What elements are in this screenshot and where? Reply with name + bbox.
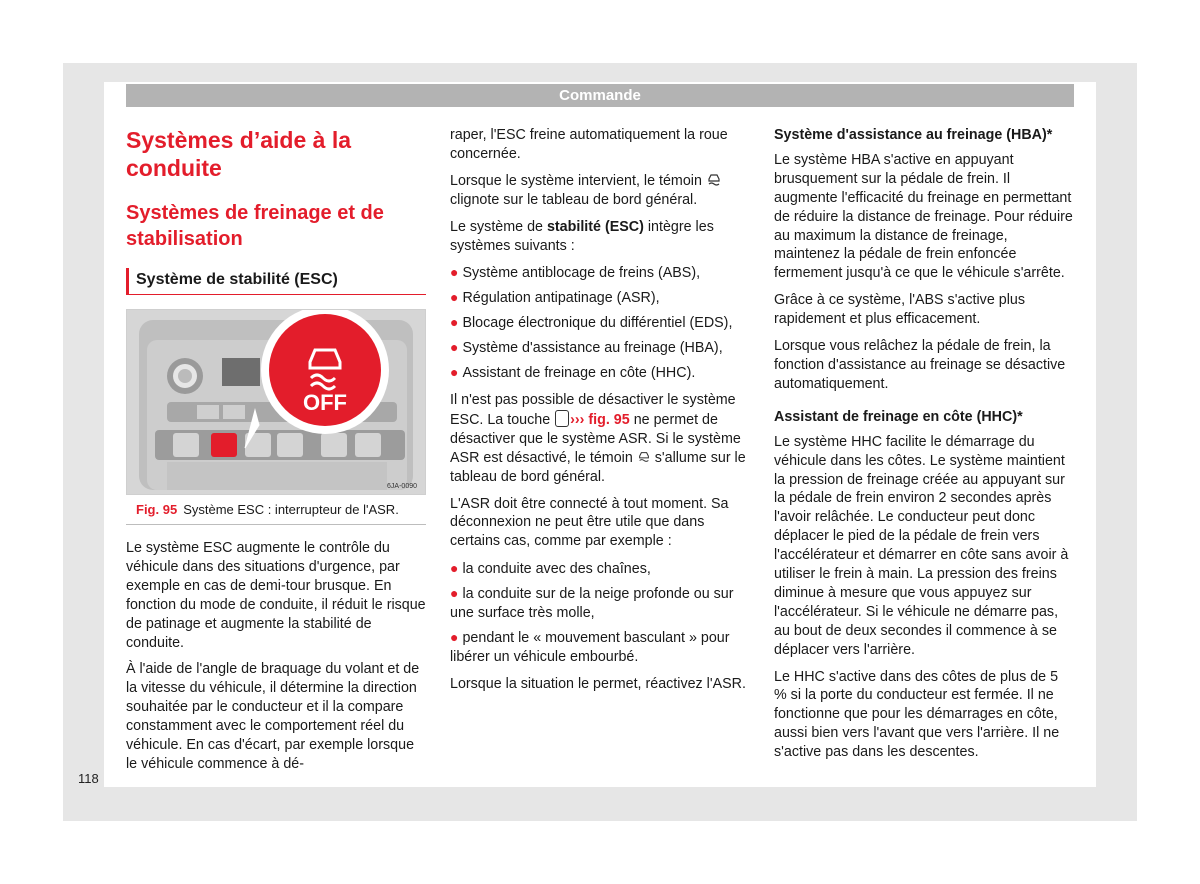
column-left [126,126,426,782]
text-run: intègre les systèmes suivants : [450,218,714,254]
list-item-text: Assistant de freinage en côte (HHC). [462,365,696,382]
text-run: Il n'est pas possible de désactiver le système ESC. La touche [450,391,736,428]
list-item [450,338,750,358]
bold-term: stabilité (ESC) [546,218,644,235]
figure-code: 6JA-0090 [387,483,417,490]
section-title: Systèmes de freinage et de stabilisation [126,202,384,250]
column-middle [450,126,750,702]
paragraph: Le système HHC facilite le démarrage du véhicule dans les côtes. Le système maintient la pression de freinage créée au appuyant sur la pédale de frein environ 2 secondes après l'avoir relâchée. Le conducteur peut donc déplacer le pied de la pédale de frein vers l'accélérateur et démarrer en côte sans avoir à utiliser le frein à main. La pression des freins diminue à mesure que vous appuyez sur l'accélérateur. Si le véhicule ne démarre pas, au bout de deux secondes il commence à se déplacer vers l'arrière. [774,433,1069,658]
paragraph: Lorsque vous relâchez la pédale de frein, la fonction d'assistance au freinage se désactive automatiquement. [774,338,1066,392]
bullet-dot-icon: ● [450,585,459,602]
figure-caption [126,495,426,525]
bullet-dot-icon: ● [450,264,459,281]
subsection-heading-box [126,268,426,295]
list-item [450,584,750,623]
figure-esc-switch [126,309,426,495]
paragraph: Le HHC s'active dans des côtes de plus de 5 % si la porte du conducteur est fermée. Il ne fonctionne que pour les démarrages en côte, aussi bien vers l'avant que vers l'arrière. Il ne s'active pas dans les descentes. [774,668,1060,761]
paragraph: Le système ESC augmente le contrôle du véhicule dans des situations d'urgence, par exemple en cas de demi-tour brusque. En fonction du mode de conduite, il réduit le risque de patinage et augmente la stabilité de conduite. [126,540,426,651]
subheading-hhc: Assistant de freinage en côte (HHC)* [774,408,1023,425]
text-run: Le système de [450,218,543,235]
list-item-text: la conduite avec des chaînes, [462,561,651,578]
cases-list [450,559,750,667]
systems-list [450,263,750,383]
bullet-dot-icon: ● [450,560,459,577]
figure-label: Fig. 95 [136,502,178,517]
page-number: 118 [78,771,99,786]
list-item [450,559,750,579]
chapter-title: Systèmes d’aide à la conduite [126,127,352,181]
subheading-hba: Système d'assistance au freinage (HBA)* [774,127,1053,143]
bullet-dot-icon: ● [450,314,459,331]
bullet-dot-icon: ● [450,364,459,381]
figure-caption-text: Système ESC : interrupteur de l'ASR. [183,502,399,517]
paragraph: Grâce à ce système, l'ABS s'active plus rapidement et plus efficacement. [774,292,1025,328]
list-item [450,363,750,383]
off-label: OFF [303,390,347,415]
list-item-text: Système antiblocage de freins (ABS), [462,265,701,282]
esc-key-icon [555,410,569,427]
list-item-text: la conduite sur de la neige profonde ou sur une surface très molle, [450,586,734,622]
dashboard-illustration [127,310,425,494]
list-item-text: Blocage électronique du différentiel (EDS), [462,315,733,332]
list-item-text: pendant le « mouvement basculant » pour libérer un véhicule embourbé. [450,629,730,665]
paragraph [450,218,750,256]
subsection-title: Système de stabilité (ESC) [136,271,338,288]
text-run: clignote sur le tableau de bord général. [450,191,698,208]
paragraph [450,172,750,210]
column-right [774,126,1074,770]
esc-warning-icon [706,173,722,187]
text-run: ne permet de désactiver que le système ASR. Si le système ASR est désactivé, le témoin [450,411,741,466]
figure-reference-link[interactable]: ››› fig. 95 [570,411,630,428]
section-header-title: Commande [559,87,641,104]
paragraph: Lorsque la situation le permet, réactivez l'ASR. [450,675,746,692]
bullet-dot-icon: ● [450,628,459,645]
bullet-dot-icon: ● [450,289,459,306]
section-header-bar [126,84,1074,107]
bullet-dot-icon: ● [450,339,459,356]
list-item [450,288,750,308]
paragraph: raper, l'ESC freine automatiquement la roue concernée. [450,127,728,162]
list-item [450,313,750,333]
paragraph [450,391,750,487]
paragraph: À l'aide de l'angle de braquage du volant et de la vitesse du véhicule, il détermine la direction souhaitée par le conducteur et il la compare constamment avec le comportement réel du véhicule. En cas d'écart, par exemple lorsque le véhicule commence à dé- [126,661,420,772]
esc-warning-icon [637,450,651,464]
list-item-text: Régulation antipatinage (ASR), [462,290,660,307]
list-item-text: Système d'assistance au freinage (HBA), [462,340,723,357]
paragraph: Le système HBA s'active en appuyant brusquement sur la pédale de frein. Il augmente l'efficacité du freinage en permettant de réduire la distance de freinage. Pour réduire au maximum la distance de freinage, maintenez la pédale de frein enfoncée fermement jusqu'à ce que le véhicule s'arrête. [774,151,1073,282]
list-item [450,628,750,667]
list-item [450,263,750,283]
paragraph: L'ASR doit être connecté à tout moment. Sa déconnexion ne peut être utile que dans certains cas, comme par exemple : [450,495,729,550]
text-run: Lorsque le système intervient, le témoin [450,172,702,189]
text-run: s'allume sur le tableau de bord général. [450,449,746,485]
